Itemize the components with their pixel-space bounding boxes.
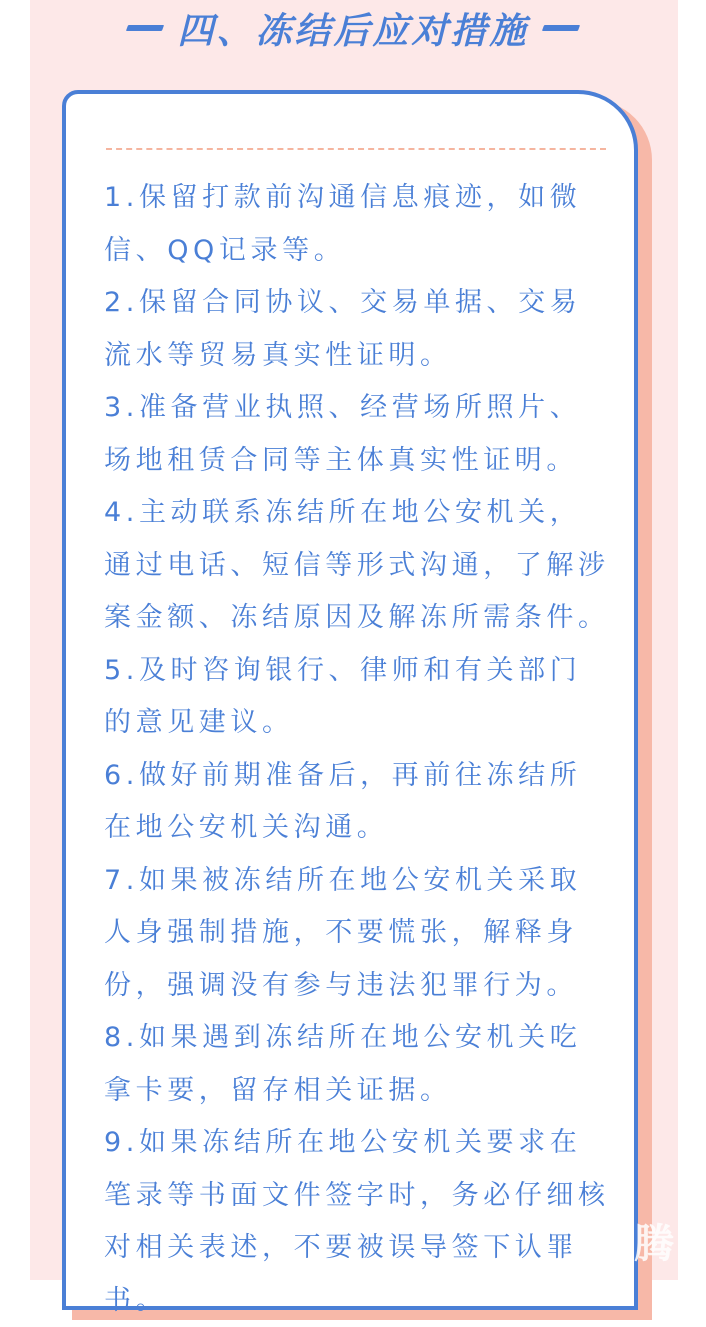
measures-card: [62, 90, 638, 1316]
list-item: 4.主动联系冻结所在地公安机关，通过电话、短信等形式沟通，了解涉案金额、冻结原因及解冻所需条件。: [104, 497, 610, 633]
header-dash-left: [126, 25, 164, 31]
watermark-logo: 腾: [634, 1221, 674, 1267]
list-item: 2.保留合同协议、交易单据、交易流水等贸易真实性证明。: [104, 287, 582, 371]
list-item: 1.保留打款前沟通信息痕迹，如微信、QQ记录等。: [104, 182, 582, 266]
list-item: 5.及时咨询银行、律师和有关部门的意见建议。: [104, 654, 582, 738]
section-title: 四、冻结后应对措施: [177, 10, 529, 52]
list-item: 8.如果遇到冻结所在地公安机关吃拿卡要，留存相关证据。: [104, 1022, 582, 1106]
list-item: 7.如果被冻结所在地公安机关采取人身强制措施，不要慌张，解释身份，强调没有参与违法犯罪行为。: [104, 864, 582, 1001]
list-item: 6.做好前期准备后，再前往冻结所在地公安机关沟通。: [104, 759, 582, 843]
list-item: 9.如果冻结所在地公安机关要求在笔录等书面文件签字时，务必仔细核对相关表述，不要被误导签下认罪书。: [104, 1127, 610, 1316]
section-header: [0, 0, 706, 56]
header-dash-right: [541, 25, 579, 31]
list-item: 3.准备营业执照、经营场所照片、场地租赁合同等主体真实性证明。: [104, 392, 582, 476]
measures-list: [104, 172, 612, 1327]
dashed-divider: [106, 148, 606, 150]
